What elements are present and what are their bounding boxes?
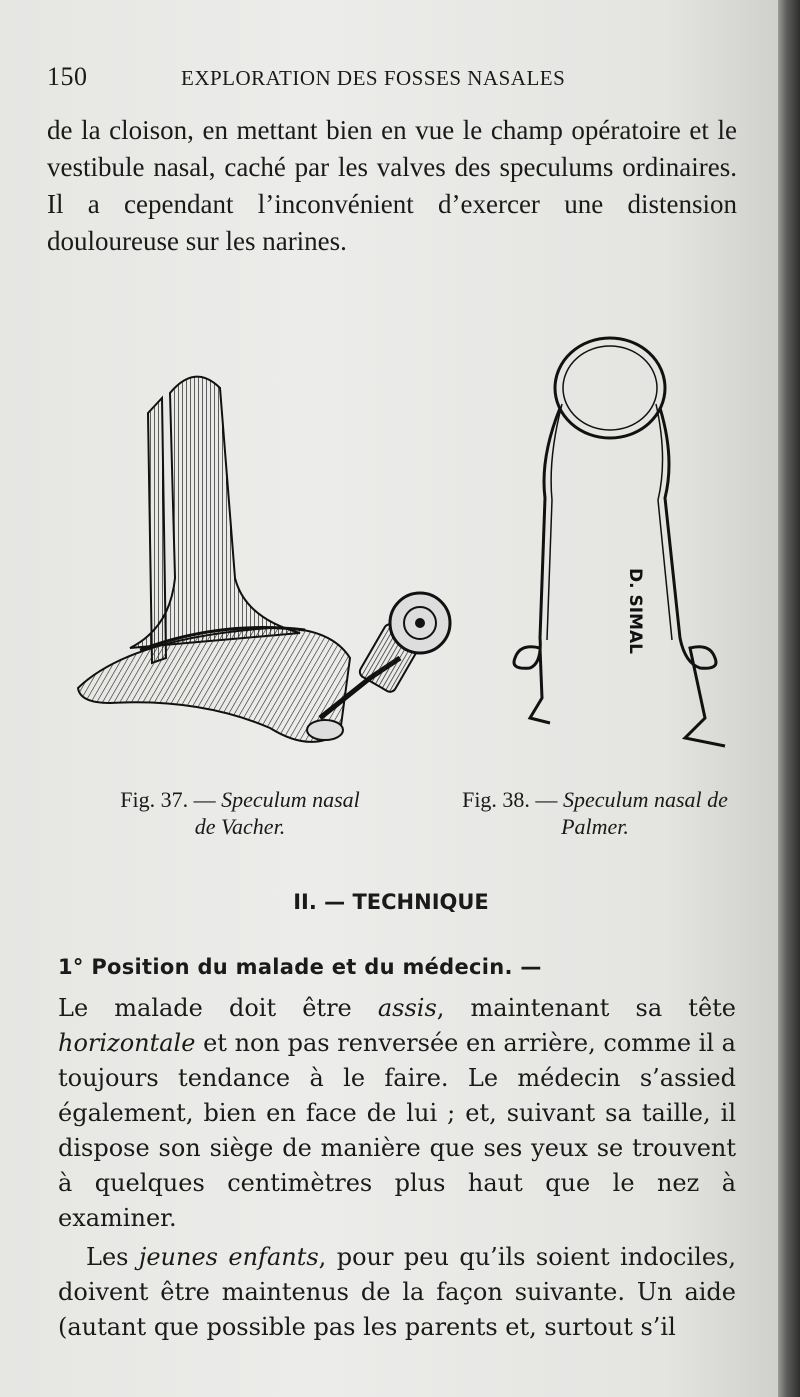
intro-paragraph-text: de la cloison, en mettant bien en vue le champ opératoire et le vestibule nasal, caché par les valves des speculums ordinaires. Il a cependant l’inconvénient d’exercer une distension douloureuse sur les narines. xyxy=(47,115,737,256)
main-paragraph-text xyxy=(58,991,736,1236)
page-header xyxy=(47,62,737,94)
running-title: EXPLORATION DES FOSSES NASALES xyxy=(181,66,566,90)
fig37-label: Fig. 37. — xyxy=(120,787,216,812)
italic-run: horizontale xyxy=(58,1029,196,1057)
page-number: 150 xyxy=(47,62,88,91)
fig38-label: Fig. 38. — xyxy=(462,787,558,812)
intro-paragraph xyxy=(47,112,737,260)
italic-run: jeunes enfants xyxy=(138,1243,319,1271)
text-run: et non pas renversée en arrière, comme il a toujours tendance à le faire. Le médecin s’assied également, bien en face de lui ; et, suivant sa taille, il dispose son siège de manière que ses yeux se trouvent à quelques centimètres plus haut que le nez à examiner. xyxy=(58,1029,736,1232)
fig37-caption xyxy=(110,786,370,840)
children-paragraph-text xyxy=(58,1240,736,1345)
palmer-speculum-illustration xyxy=(500,318,760,768)
fig38-caption xyxy=(460,786,730,840)
fig37-title: Speculum nasal de Vacher. xyxy=(194,787,360,839)
text-run: , maintenant sa tête xyxy=(436,994,736,1022)
text-run: Le malade doit être xyxy=(58,994,378,1022)
maker-mark: D. SIMAL xyxy=(625,568,645,654)
text-run: Les xyxy=(86,1243,139,1271)
page-gutter xyxy=(778,0,800,1397)
italic-run: assis xyxy=(377,994,437,1022)
vacher-speculum-illustration xyxy=(70,358,470,758)
section-heading: II. — TECHNIQUE xyxy=(293,890,489,914)
children-paragraph xyxy=(58,1240,736,1345)
fig38-title: Speculum nasal de Palmer. xyxy=(561,787,728,839)
main-paragraph xyxy=(58,991,736,1236)
text-run: , pour peu qu’ils soient indociles, doivent être maintenus de la façon suivante. Un aide (autant que possible pas les parents et, surtout s’il xyxy=(58,1243,736,1341)
figures-area xyxy=(40,318,760,768)
subsection-heading: 1° Position du malade et du médecin. — xyxy=(58,955,542,979)
